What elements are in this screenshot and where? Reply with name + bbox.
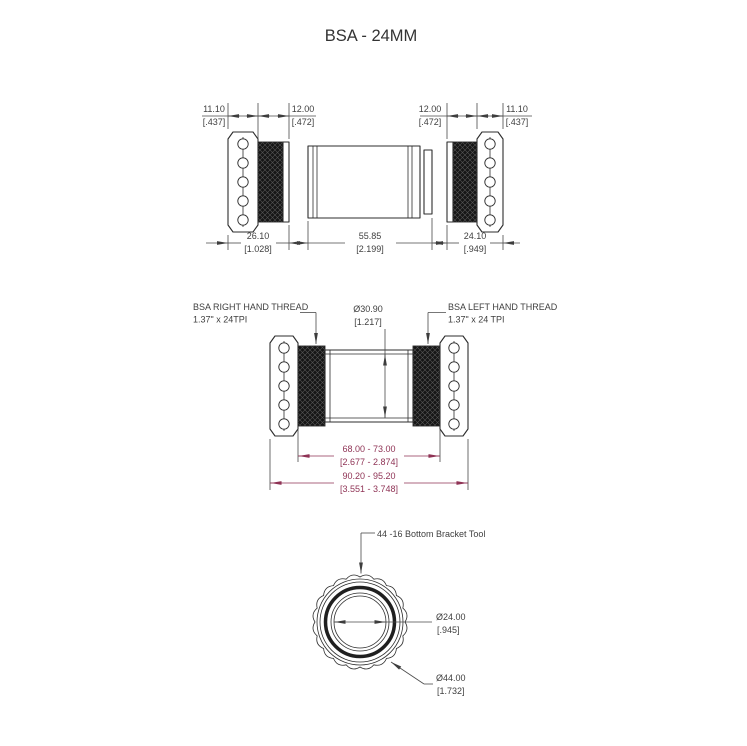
dim-right-cup-in: [.437] <box>505 117 529 127</box>
right-hand-thread-label-line2: 1.37" x 24TPI <box>193 314 248 325</box>
dim-right-cup-mm: 11.10 <box>506 104 528 114</box>
top-left-cup <box>228 132 258 232</box>
top-center-sleeve <box>308 146 432 218</box>
tool-label: 44 -16 Bottom Bracket Tool <box>377 529 486 539</box>
tool-callout <box>361 529 485 574</box>
dim-right-thread-mm: 12.00 <box>418 104 442 114</box>
dim-right-thread-in: [.472] <box>418 117 442 127</box>
dim-sleeve-mm: 55.85 <box>358 231 382 241</box>
middle-view <box>193 302 558 494</box>
dim-left-cup-in: [.437] <box>202 117 226 127</box>
dim-left-cup-mm: 11.10 <box>203 104 225 114</box>
shell-width-mm: 68.00 - 73.00 <box>342 444 396 454</box>
bore-dim-mm: Ø30.90 <box>353 304 383 314</box>
mid-right-cup <box>440 336 468 436</box>
cup-dim-in: [1.732] <box>437 686 465 696</box>
bottom-view <box>313 529 485 696</box>
top-right-cup <box>477 132 503 232</box>
dim-left-assembly-in: [1.028] <box>244 244 272 254</box>
page-title: BSA - 24MM <box>324 27 418 45</box>
left-hand-thread-label-line2: 1.37" x 24 TPI <box>448 314 505 325</box>
spindle-dim-in: [.945] <box>437 625 460 635</box>
dim-right-assembly-mm: 24.10 <box>463 231 487 241</box>
mid-left-cup <box>270 336 298 436</box>
top-view <box>202 103 532 254</box>
right-hand-thread-label-line1: BSA RIGHT HAND THREAD <box>193 302 309 312</box>
shell-width-in: [2.677 - 2.874] <box>339 457 399 467</box>
mid-right-thread <box>413 346 440 426</box>
shell-width-dimension <box>298 444 440 467</box>
left-hand-thread-label-line1: BSA LEFT HAND THREAD <box>448 302 558 312</box>
overall-width-dimension <box>270 471 468 494</box>
bore-dim-in: [1.217] <box>354 317 382 327</box>
right-hand-thread-label <box>193 302 316 344</box>
dim-right-assembly-in: [.949] <box>463 244 487 254</box>
overall-width-mm: 90.20 - 95.20 <box>342 471 396 481</box>
cup-dim-mm: Ø44.00 <box>436 673 466 683</box>
dim-left-assembly-mm: 26.10 <box>246 231 270 241</box>
dim-left-thread-in: [.472] <box>291 117 315 127</box>
dim-sleeve-in: [2.199] <box>356 244 384 254</box>
spindle-dim-mm: Ø24.00 <box>436 612 466 622</box>
mid-left-thread <box>298 346 325 426</box>
mid-center-tube <box>325 350 413 422</box>
top-right-thread <box>447 142 477 222</box>
top-left-thread <box>258 142 289 222</box>
overall-width-in: [3.551 - 3.748] <box>339 484 399 494</box>
cup-outer-dimension <box>391 662 466 696</box>
dim-left-thread-mm: 12.00 <box>291 104 315 114</box>
